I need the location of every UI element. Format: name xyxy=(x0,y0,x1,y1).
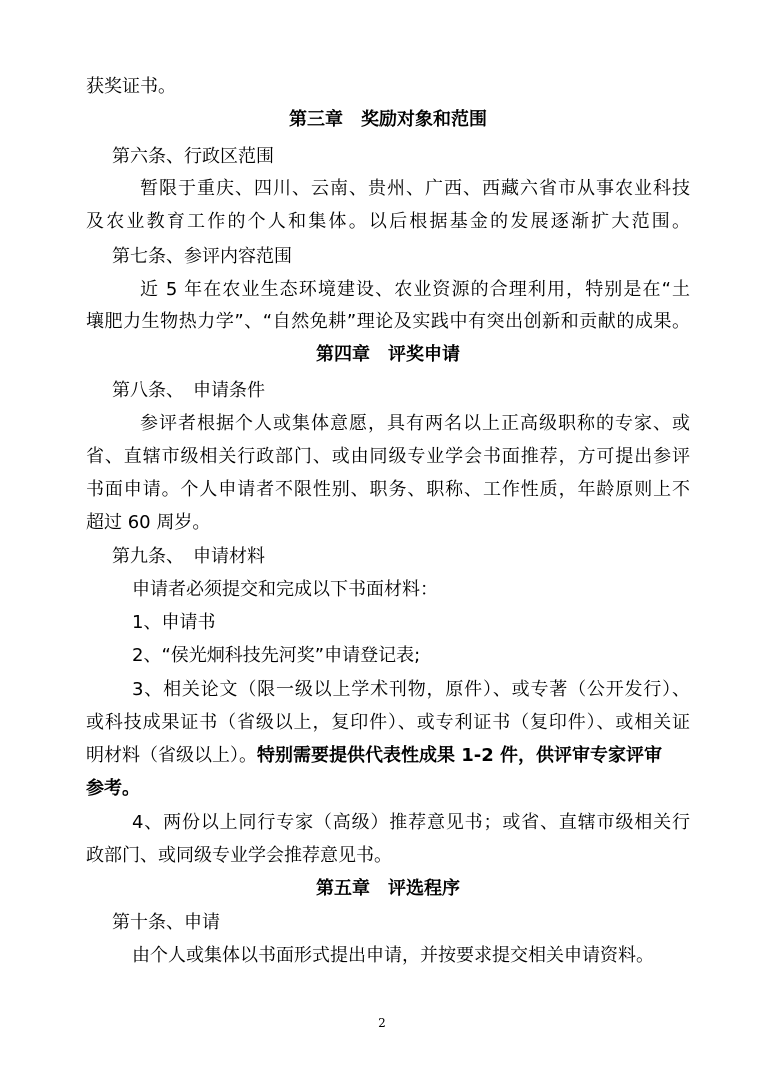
article-title: 第八条、 申请条件 xyxy=(112,380,265,401)
article-title: 第九条、 申请材料 xyxy=(112,546,265,567)
paragraph-line: 暂限于重庆、四川、云南、贵州、广西、西藏六省市从事农业科技 xyxy=(140,178,690,199)
article-title: 第六条、行政区范围 xyxy=(112,146,274,167)
list-item: 1、申请书 xyxy=(132,612,216,633)
article-title: 第七条、参评内容范围 xyxy=(112,246,292,267)
paragraph-line: 超过 60 周岁。 xyxy=(86,512,211,533)
list-item: 4、两份以上同行专家（高级）推荐意见书；或省、直辖市级相关行 xyxy=(132,812,690,833)
paragraph-line: 由个人或集体以书面形式提出申请，并按要求提交相关申请资料。 xyxy=(132,945,654,966)
paragraph-line: 参评者根据个人或集体意愿，具有两名以上正高级职称的专家、或 xyxy=(140,413,690,434)
list-item: 2、“侯光炯科技先河奖”申请登记表; xyxy=(132,645,421,666)
paragraph-line xyxy=(86,739,690,772)
paragraph-line: 壤肥力生物热力学”、“自然免耕”理论及实践中有突出创新和贡献的成果。 xyxy=(86,311,690,332)
page-number: 2 xyxy=(378,1016,386,1030)
bold-text: 参考。 xyxy=(86,778,140,799)
paragraph-line: 近 5 年在农业生态环境建设、农业资源的合理利用，特别是在“土 xyxy=(140,279,690,300)
paragraph-line: 申请者必须提交和完成以下书面材料： xyxy=(132,579,438,600)
paragraph-line: 政部门、或同级专业学会推荐意见书。 xyxy=(86,845,392,866)
paragraph-line: 及农业教育工作的个人和集体。以后根据基金的发展逐渐扩大范围。 xyxy=(86,211,690,232)
chapter-heading: 第五章 评选程序 xyxy=(316,878,460,899)
chapter-heading: 第三章 奖励对象和范围 xyxy=(289,109,487,130)
list-item: 3、相关论文（限一级以上学术刊物，原件）、或专著（公开发行）、 xyxy=(132,679,690,700)
plain-text: 明材料（省级以上）。 xyxy=(86,745,257,766)
chapter-heading: 第四章 评奖申请 xyxy=(316,344,460,365)
paragraph-line: 书面申请。个人申请者不限性别、职务、职称、工作性质，年龄原则上不 xyxy=(86,479,690,500)
bold-text: 特别需要提供代表性成果 1-2 件，供评审专家评审 xyxy=(257,745,663,766)
article-title: 第十条、申请 xyxy=(112,912,220,933)
paragraph-line: 或科技成果证书（省级以上，复印件）、或专利证书（复印件）、或相关证 xyxy=(86,712,690,733)
paragraph-line: 省、直辖市级相关行政部门、或由同级专业学会书面推荐，方可提出参评 xyxy=(86,446,690,467)
text-line: 获奖证书。 xyxy=(86,76,176,97)
